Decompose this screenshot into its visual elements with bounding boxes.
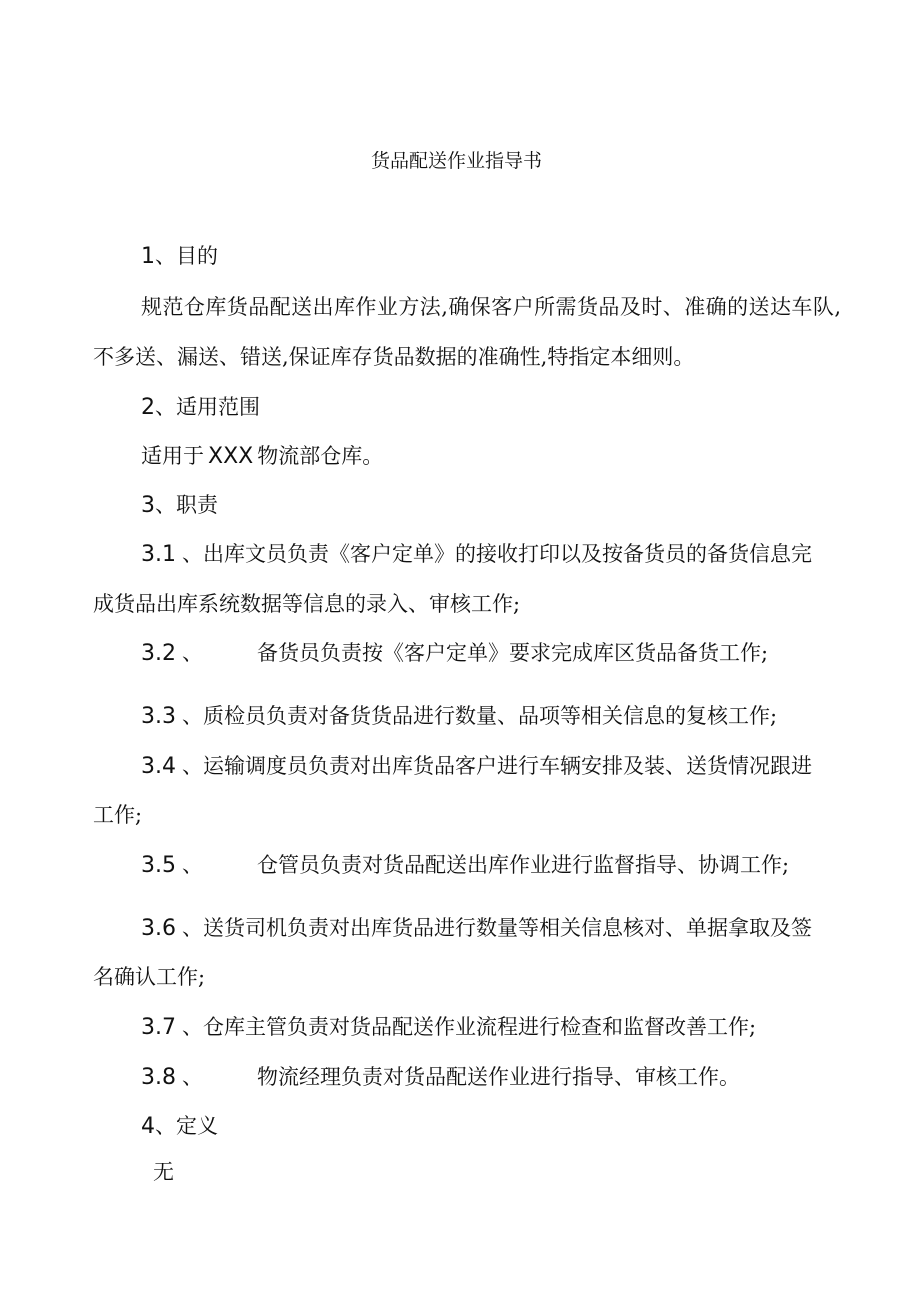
section-1-paragraph-line-2: 不多送、漏送、错送,保证库存货品数据的准确性,特指定本细则。 xyxy=(93,345,695,369)
duty-item-3-5-text: 仓管员负责对货品配送出库作业进行监督指导、协调工作; xyxy=(257,853,790,877)
document-title: 货品配送作业指导书 xyxy=(371,150,543,172)
section-1-number: 1 xyxy=(141,244,155,269)
section-2-number: 2 xyxy=(141,395,155,420)
duty-item-separator: 、 xyxy=(182,542,203,566)
section-2-title: 、适用范围 xyxy=(155,395,260,419)
duty-item-number: 3.8 xyxy=(141,1065,176,1090)
duty-item-3-8-text: 物流经理负责对货品配送作业进行指导、审核工作。 xyxy=(257,1065,740,1089)
duty-item-number: 3.4 xyxy=(141,754,176,779)
duty-item-3-2-text: 备货员负责按《客户定单》要求完成库区货品备货工作; xyxy=(257,641,769,665)
section-4-title: 、定义 xyxy=(155,1114,218,1138)
section-1-title: 、目的 xyxy=(155,244,218,268)
duty-item-separator: 、 xyxy=(182,1065,203,1089)
section-4-heading xyxy=(141,1111,218,1142)
section-2-company-placeholder: XXX xyxy=(208,444,254,469)
duty-item-separator: 、 xyxy=(182,916,203,940)
duty-item-number: 3.3 xyxy=(141,704,176,729)
duty-item-3-4-line-1 xyxy=(141,751,812,782)
duty-item-text: 送货司机负责对出库货品进行数量等相关信息核对、单据拿取及签 xyxy=(203,916,812,940)
duty-item-number: 3.6 xyxy=(141,916,176,941)
duty-item-text: 出库文员负责《客户定单》的接收打印以及按备货员的备货信息完 xyxy=(203,542,812,566)
section-1-paragraph-line-1: 规范仓库货品配送出库作业方法,确保客户所需货品及时、准确的送达车队, xyxy=(141,295,841,319)
duty-item-3-6-line-1 xyxy=(141,913,812,944)
duty-item-separator: 、 xyxy=(182,1015,203,1039)
duty-item-3-8 xyxy=(141,1062,203,1093)
section-2-heading xyxy=(141,392,260,423)
duty-item-separator: 、 xyxy=(182,754,203,778)
duty-item-3-7 xyxy=(141,1012,756,1043)
section-3-heading xyxy=(141,490,218,521)
duty-item-3-6-line-2: 名确认工作; xyxy=(93,965,206,989)
duty-item-text: 质检员负责对备货货品进行数量、品项等相关信息的复核工作; xyxy=(203,704,778,728)
duty-item-3-2 xyxy=(141,638,203,669)
duty-item-3-3 xyxy=(141,701,777,732)
duty-item-separator: 、 xyxy=(182,704,203,728)
duty-item-3-4-line-2: 工作; xyxy=(93,803,143,827)
duty-item-number: 3.1 xyxy=(141,542,176,567)
duty-item-3-5 xyxy=(141,850,203,881)
duty-item-3-1-line-2: 成货品出库系统数据等信息的录入、审核工作; xyxy=(93,592,521,616)
duty-item-separator: 、 xyxy=(182,641,203,665)
duty-item-text: 仓库主管负责对货品配送作业流程进行检查和监督改善工作; xyxy=(203,1015,757,1039)
section-3-number: 3 xyxy=(141,493,155,518)
section-2-paragraph xyxy=(141,441,383,472)
section-1-heading xyxy=(141,241,218,272)
section-2-text-suffix: 物流部仓库。 xyxy=(257,444,384,468)
duty-item-text: 运输调度员负责对出库货品客户进行车辆安排及装、送货情况跟进 xyxy=(203,754,812,778)
duty-item-number: 3.5 xyxy=(141,853,176,878)
duty-item-number: 3.7 xyxy=(141,1015,176,1040)
section-2-text-prefix: 适用于 xyxy=(141,444,204,468)
duty-item-number: 3.2 xyxy=(141,641,176,666)
duty-item-3-1-line-1 xyxy=(141,539,812,570)
section-4-number: 4 xyxy=(141,1114,155,1139)
duty-item-separator: 、 xyxy=(182,853,203,877)
section-3-title: 、职责 xyxy=(155,493,218,517)
section-4-text: 无 xyxy=(153,1160,174,1184)
